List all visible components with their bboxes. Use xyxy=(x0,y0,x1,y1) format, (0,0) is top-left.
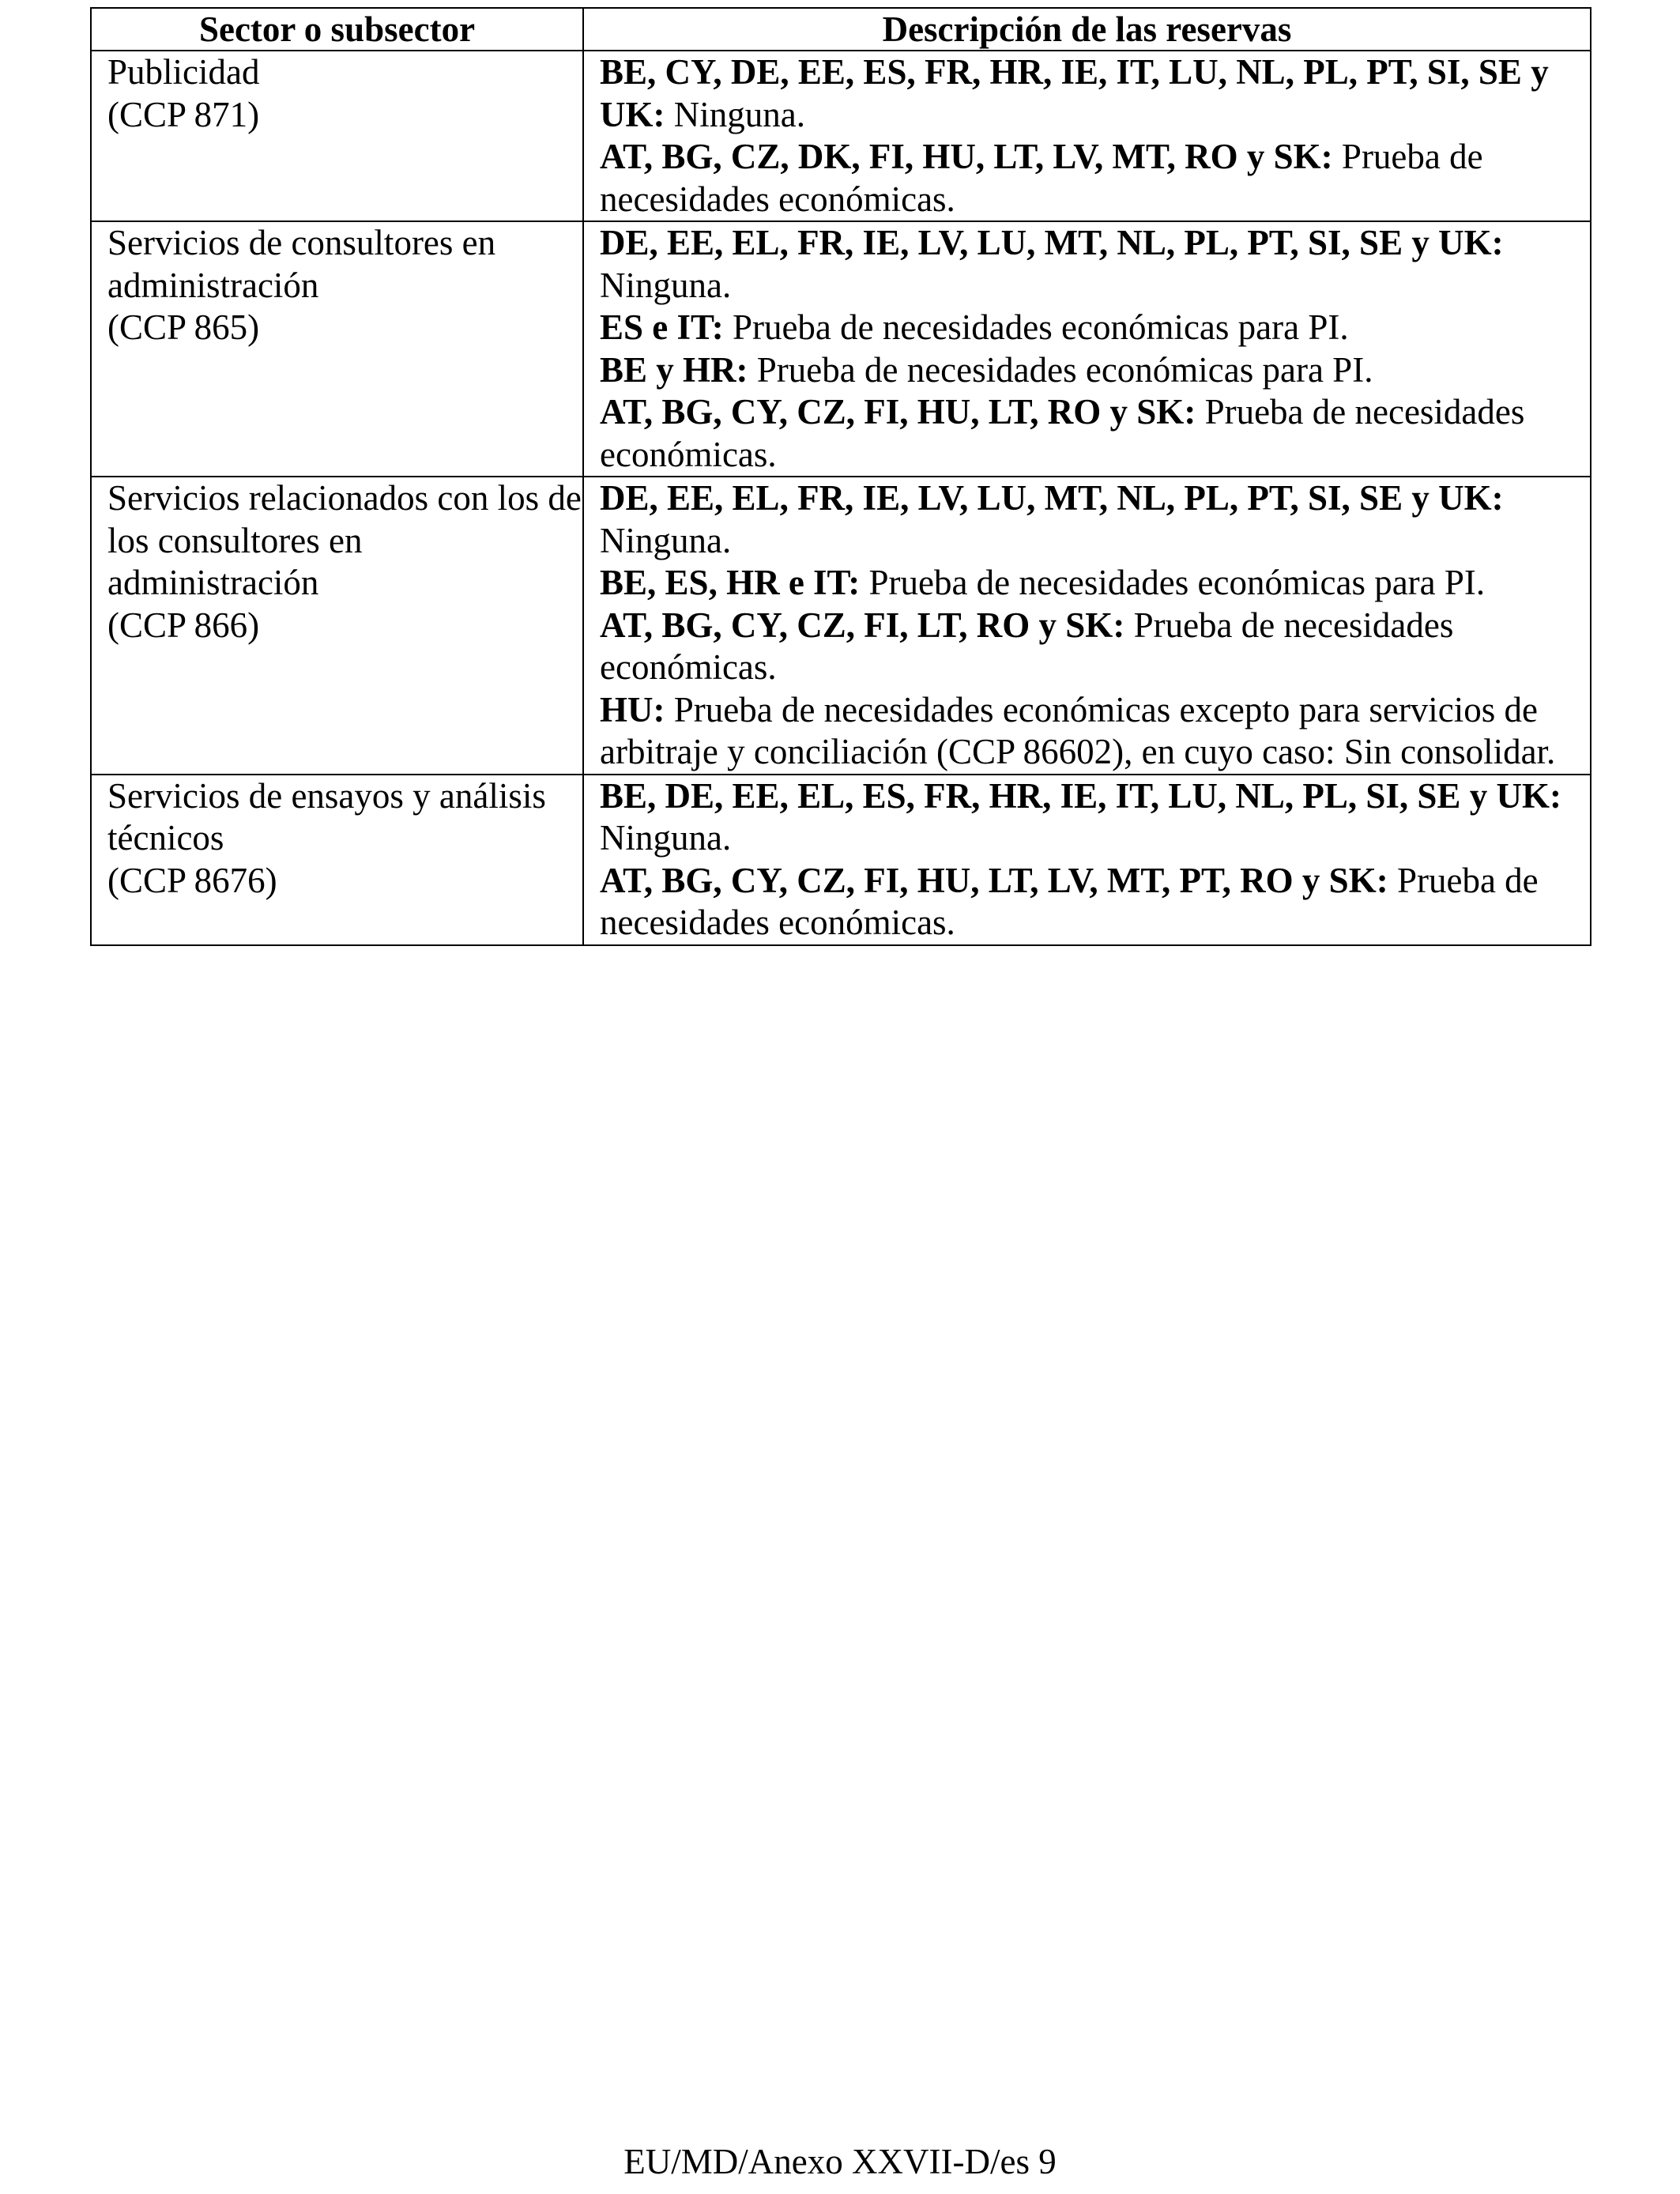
description-cell xyxy=(583,775,1591,945)
reservation-entry xyxy=(600,222,1590,307)
sector-name: Servicios relacionados con los de los consultores en administración xyxy=(107,478,582,602)
reservation-text: Ninguna. xyxy=(600,520,732,560)
reservation-countries: AT, BG, CY, CZ, FI, LT, RO y SK: xyxy=(600,605,1125,645)
reservation-text: Ninguna. xyxy=(600,818,732,858)
page-footer-reference: EU/MD/Anexo XXVII-D/es 9 xyxy=(623,2142,1057,2181)
table-row xyxy=(91,775,1591,945)
reservation-text: Ninguna. xyxy=(673,94,805,134)
table-row xyxy=(91,477,1591,775)
reservation-countries: DE, EE, EL, FR, IE, LV, LU, MT, NL, PL, PT, SI, SE y UK: xyxy=(600,223,1504,262)
reservation-entry xyxy=(600,562,1590,605)
sector-code: (CCP 865) xyxy=(107,307,260,347)
reservation-countries: AT, BG, CY, CZ, FI, HU, LT, RO y SK: xyxy=(600,392,1196,432)
reservation-countries: BE, CY, DE, EE, ES, FR, HR, IE, IT, LU, NL, PL, PT, SI, SE y UK: xyxy=(600,52,1549,134)
reservation-countries: BE, ES, HR e IT: xyxy=(600,563,861,602)
header-sector: Sector o subsector xyxy=(91,8,583,51)
sector-name: Publicidad xyxy=(107,52,260,92)
table-header-row xyxy=(91,8,1591,51)
reservation-text: Prueba de necesidades económicas para PI. xyxy=(868,563,1486,602)
reservation-entry xyxy=(600,605,1590,689)
sector-code: (CCP 871) xyxy=(107,94,260,134)
reservation-entry xyxy=(600,477,1590,562)
header-description: Descripción de las reservas xyxy=(583,8,1591,51)
reservation-text: Prueba de necesidades económicas excepto para servicios de arbitraje y conciliación (CCP 86602), en cuyo caso: Sin consolidar. xyxy=(600,689,1556,771)
reservation-entry xyxy=(600,349,1590,392)
reservation-text: Prueba de necesidades económicas para PI. xyxy=(732,307,1349,347)
reservation-countries: BE, DE, EE, EL, ES, FR, HR, IE, IT, LU, NL, PL, SI, SE y UK: xyxy=(600,775,1561,816)
sector-cell xyxy=(91,477,583,775)
table-row xyxy=(91,51,1591,221)
reservation-countries: BE y HR: xyxy=(600,349,748,390)
reservation-text: Ninguna. xyxy=(600,265,732,305)
reservation-countries: AT, BG, CZ, DK, FI, HU, LT, LV, MT, RO y SK: xyxy=(600,137,1333,176)
sector-cell xyxy=(91,221,583,477)
reservation-entry xyxy=(600,775,1590,860)
reservation-countries: ES e IT: xyxy=(600,307,724,347)
reservation-entry xyxy=(600,51,1590,136)
sector-code: (CCP 8676) xyxy=(107,860,277,900)
reservation-text: Prueba de necesidades económicas. xyxy=(600,392,1525,474)
reservation-countries: AT, BG, CY, CZ, FI, HU, LT, LV, MT, PT, RO y SK: xyxy=(600,860,1388,900)
description-cell xyxy=(583,221,1591,477)
sector-name: Servicios de ensayos y análisis técnicos xyxy=(107,775,546,858)
description-cell xyxy=(583,477,1591,775)
table-row xyxy=(91,221,1591,477)
reservation-entry xyxy=(600,391,1590,476)
sector-cell xyxy=(91,775,583,945)
sector-name: Servicios de consultores en administración xyxy=(107,223,496,305)
reservation-text: Prueba de necesidades económicas. xyxy=(600,860,1539,942)
reservation-entry xyxy=(600,689,1590,774)
reservation-countries: DE, EE, EL, FR, IE, LV, LU, MT, NL, PL, PT, SI, SE y UK: xyxy=(600,478,1504,518)
sector-cell xyxy=(91,51,583,221)
reservation-text: Prueba de necesidades económicas para PI. xyxy=(756,349,1373,390)
sector-code: (CCP 866) xyxy=(107,605,260,645)
description-cell xyxy=(583,51,1591,221)
reservation-text: Prueba de necesidades económicas. xyxy=(600,605,1454,687)
reservation-countries: HU: xyxy=(600,689,665,729)
reservation-entry xyxy=(600,307,1590,349)
reservations-table xyxy=(90,7,1591,946)
reservation-entry xyxy=(600,136,1590,221)
reservation-text: Prueba de necesidades económicas. xyxy=(600,137,1483,219)
reservation-entry xyxy=(600,860,1590,944)
